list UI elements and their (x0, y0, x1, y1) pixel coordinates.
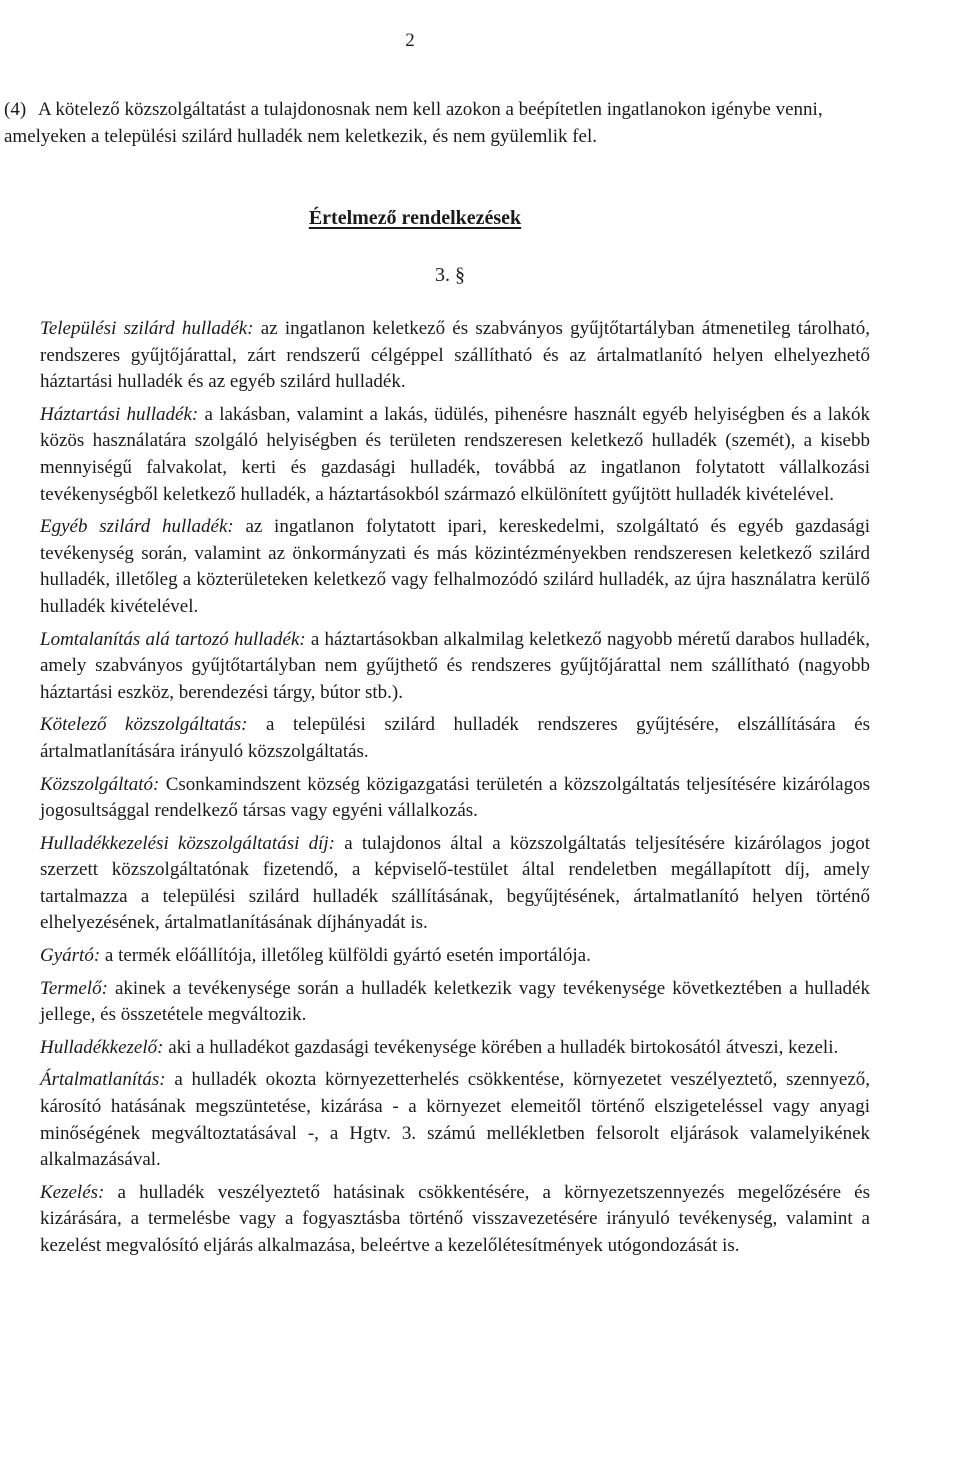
definition-item (40, 976, 870, 1029)
definition-term: Települési szilárd hulladék: (40, 318, 254, 339)
definitions-list (40, 316, 870, 1266)
definition-item (40, 627, 870, 707)
definition-text: a hulladék veszélyeztető hatásinak csökkentésére, a környezetszennyezés megelőzésére és kizárására, a termelésbe vagy a fogyasztásba történő visszavezetésére irányuló tevékenység, valamint a kezelést megvalósító eljárás alkalmazása, beleértve a kezelőlétesítmények utógondozását is. (40, 1181, 870, 1256)
definition-term: Kezelés: (40, 1181, 105, 1203)
definition-text: aki a hulladékot gazdasági tevékenysége körében a hulladék birtokosától átveszi, kezeli. (163, 1036, 839, 1058)
definition-text: az ingatlanon keletkező és szabványos gyűjtőtartályban átmenetileg tárolható, rendszeres gyűjtőjárattal, zárt rendszerű célgéppel szállítható és az ártalmatlanító helyen elhelyezhető háztartási hulladék és az egyéb szilárd hulladék. (40, 318, 871, 393)
definition-text: az ingatlanon folytatott ipari, kereskedelmi, szolgáltató és egyéb gazdasági tevékenység során, valamint az önkormányzati és más közintézményekben rendszeresen keletkező szilárd hulladék, illetőleg a közterületeken keletkező vagy felhalmozódó szilárd hulladék, az újra használatra kerülő hulladék kivételével. (40, 516, 870, 617)
definition-text: a háztartásokban alkalmilag keletkező nagyobb méretű darabos hulladék, amely szabványos gyűjtőtartályban nem gyűjthető és rendszeres gyűjtőjárattal nem szállítható (nagyobb háztartási eszköz, berendezési tárgy, bútor stb.). (40, 628, 870, 703)
paragraph-number: (4) (4, 99, 27, 120)
definition-term: Termelő: (40, 977, 108, 999)
definition-term: Közszolgáltató: (40, 773, 160, 795)
definition-term: Kötelező közszolgáltatás: (40, 714, 248, 736)
definition-item (40, 712, 870, 765)
paragraph-text: A kötelező közszolgáltatást a tulajdonosnak nem kell azokon a beépítetlen ingatlanokon igénybe venni, amelyeken a települési szilárd hulladék nem keletkezik, és nem gyülemlik fel. (4, 99, 823, 147)
definition-item (40, 514, 870, 620)
section-heading: Értelmező rendelkezések (308, 207, 522, 229)
definition-text: a termék előállítója, illetőleg külföldi gyártó esetén importálója. (100, 945, 591, 967)
page-number: 2 (405, 30, 415, 51)
definition-term: Egyéb szilárd hulladék: (40, 516, 234, 538)
definition-text: a hulladék okozta környezetterhelés csökkentése, környezetet veszélyeztető, szennyező, károsító hatásának megszüntetése, kizárása - a környezet elemeitől történő elszigeteléssel vagy anyagi minőségének megváltoztatásával -, a Hgtv. 3. számú mellékletben felsorolt eljárások valamelyikének alkalmazásával. (40, 1069, 870, 1171)
definition-term: Ártalmatlanítás: (40, 1069, 166, 1091)
definition-item (40, 316, 870, 396)
definition-item (40, 1067, 870, 1173)
definition-text: Csonkamindszent község közigazgatási területén a közszolgáltatás teljesítésére kizárólagos jogosultsággal rendelkező társas vagy egyéni vállalkozás. (40, 773, 870, 822)
definition-item (40, 831, 870, 937)
definition-item (40, 772, 870, 825)
definition-term: Háztartási hulladék: (40, 403, 199, 425)
definition-term: Lomtalanítás alá tartozó hulladék: (40, 628, 306, 650)
definition-item (40, 1180, 870, 1260)
definition-text: akinek a tevékenysége során a hulladék keletkezik vagy tevékenysége következtében a hulladék jellege, és összetétele megváltozik. (40, 977, 870, 1026)
definition-term: Hulladékkezelési közszolgáltatási díj: (40, 832, 335, 854)
definition-item (40, 943, 870, 970)
definition-text: a lakásban, valamint a lakás, üdülés, pihenésre használt egyéb helyiségben és a lakók közös használatára szolgáló helyiségben és területen rendszeresen keletkező hulladék (szemét), a kisebb mennyiségű falvakolat, kerti és gazdasági hulladék, továbbá az ingatlanon folytatott vállalkozási tevékenységből keletkező hulladék, a háztartásokból származó elkülönített gyűjtött hulladék kivételével. (40, 403, 871, 505)
intro-paragraph (4, 96, 876, 150)
definition-item (40, 1035, 870, 1062)
definition-text: a települési szilárd hulladék rendszeres gyűjtésére, elszállítására és ártalmatlanítására irányuló közszolgáltatás. (40, 714, 870, 762)
definition-item (40, 402, 870, 508)
section-number: 3. § (435, 264, 465, 286)
definition-term: Gyártó: (40, 945, 101, 967)
definition-text: a tulajdonos által a közszolgáltatás teljesítésére kizárólagos jogot szerzett közszolgáltatónak fizetendő, a képviselő-testület által rendeletben megállapított díj, amely tartalmazza a települési szilárd hulladék szállításának, begyűjtésének, ártalmatlanító helyen történő elhelyezésének, ártalmatlanításának díjhányadát is. (40, 832, 870, 934)
definition-term: Hulladékkezelő: (40, 1036, 164, 1058)
